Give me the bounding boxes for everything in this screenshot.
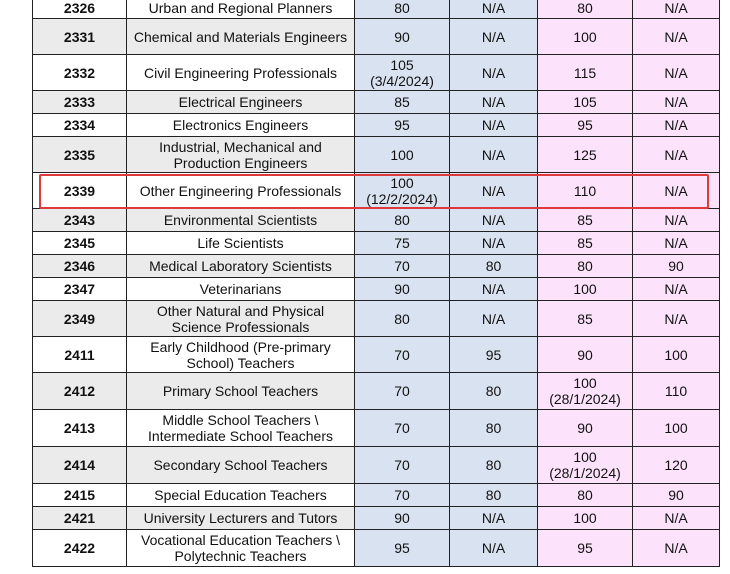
points-col-2-cell: N/A (450, 530, 538, 567)
points-col-3-cell: 100 (28/1/2024) (538, 447, 633, 484)
occupation-name-cell: Early Childhood (Pre-primary School) Teachers (127, 337, 355, 373)
table-row (33, 137, 720, 173)
points-col-2-cell: N/A (450, 507, 538, 530)
code-cell: 2333 (33, 91, 127, 114)
table-row (33, 255, 720, 278)
points-col-3-cell: 95 (538, 114, 633, 137)
table-row (33, 173, 720, 209)
points-col-2-cell: 80 (450, 373, 538, 410)
points-col-2-cell: N/A (450, 301, 538, 337)
points-col-4-cell: N/A (633, 301, 720, 337)
points-col-4-cell: N/A (633, 232, 720, 255)
points-col-2-cell: 80 (450, 447, 538, 484)
points-col-1-cell: 105 (3/4/2024) (355, 55, 450, 91)
code-cell: 2343 (33, 209, 127, 232)
points-col-4-cell: N/A (633, 0, 720, 19)
occupation-name-cell: Secondary School Teachers (127, 447, 355, 484)
points-col-2-cell: N/A (450, 137, 538, 173)
points-col-1-cell: 70 (355, 447, 450, 484)
occupation-name-cell: Primary School Teachers (127, 373, 355, 410)
points-col-4-cell: 100 (633, 337, 720, 373)
points-col-2-cell: N/A (450, 19, 538, 55)
occupation-name-cell: Vocational Education Teachers \ Polytechnic Teachers (127, 530, 355, 567)
table-row (33, 19, 720, 55)
points-col-1-cell: 95 (355, 530, 450, 567)
occupation-name-cell: Medical Laboratory Scientists (127, 255, 355, 278)
points-col-3-cell: 100 (538, 507, 633, 530)
points-col-4-cell: N/A (633, 114, 720, 137)
points-col-3-cell: 100 (538, 278, 633, 301)
points-col-1-cell: 90 (355, 507, 450, 530)
points-col-2-cell: N/A (450, 55, 538, 91)
points-col-2-cell: N/A (450, 209, 538, 232)
points-col-2-cell: N/A (450, 91, 538, 114)
code-cell: 2339 (33, 173, 127, 209)
points-col-2-cell: N/A (450, 0, 538, 19)
code-cell: 2421 (33, 507, 127, 530)
points-col-1-cell: 70 (355, 373, 450, 410)
points-col-4-cell: 100 (633, 410, 720, 447)
occupation-name-cell: Special Education Teachers (127, 484, 355, 507)
code-cell: 2345 (33, 232, 127, 255)
code-cell: 2412 (33, 373, 127, 410)
occupation-name-cell: Middle School Teachers \ Intermediate School Teachers (127, 410, 355, 447)
occupation-name-cell: Civil Engineering Professionals (127, 55, 355, 91)
points-col-4-cell: N/A (633, 507, 720, 530)
points-col-2-cell: 80 (450, 484, 538, 507)
points-col-4-cell: N/A (633, 19, 720, 55)
points-col-3-cell: 90 (538, 410, 633, 447)
occupation-name-cell: Electrical Engineers (127, 91, 355, 114)
table-row (33, 278, 720, 301)
code-cell: 2349 (33, 301, 127, 337)
points-col-4-cell: N/A (633, 278, 720, 301)
points-col-2-cell: N/A (450, 232, 538, 255)
points-col-4-cell: N/A (633, 530, 720, 567)
table-row (33, 55, 720, 91)
table-row (33, 209, 720, 232)
code-cell: 2414 (33, 447, 127, 484)
points-col-2-cell: 95 (450, 337, 538, 373)
points-col-3-cell: 80 (538, 255, 633, 278)
points-col-1-cell: 100 (12/2/2024) (355, 173, 450, 209)
table-body (33, 0, 720, 567)
points-col-1-cell: 90 (355, 19, 450, 55)
points-col-4-cell: 110 (633, 373, 720, 410)
table-row (33, 484, 720, 507)
table-row (33, 0, 720, 19)
points-col-3-cell: 85 (538, 301, 633, 337)
occupation-name-cell: Environmental Scientists (127, 209, 355, 232)
code-cell: 2326 (33, 0, 127, 19)
occupation-name-cell: Other Natural and Physical Science Professionals (127, 301, 355, 337)
occupation-points-table (32, 0, 720, 567)
table-row (33, 530, 720, 567)
points-col-4-cell: N/A (633, 137, 720, 173)
table-row (33, 114, 720, 137)
points-col-2-cell: N/A (450, 114, 538, 137)
points-col-3-cell: 110 (538, 173, 633, 209)
points-col-1-cell: 95 (355, 114, 450, 137)
points-col-1-cell: 80 (355, 209, 450, 232)
points-col-1-cell: 75 (355, 232, 450, 255)
code-cell: 2335 (33, 137, 127, 173)
table-row (33, 301, 720, 337)
code-cell: 2413 (33, 410, 127, 447)
code-cell: 2334 (33, 114, 127, 137)
points-col-4-cell: N/A (633, 173, 720, 209)
points-col-1-cell: 70 (355, 337, 450, 373)
occupation-name-cell: Urban and Regional Planners (127, 0, 355, 19)
points-col-3-cell: 80 (538, 0, 633, 19)
points-col-3-cell: 95 (538, 530, 633, 567)
points-col-1-cell: 100 (355, 137, 450, 173)
points-col-1-cell: 70 (355, 484, 450, 507)
code-cell: 2347 (33, 278, 127, 301)
points-col-3-cell: 100 (538, 19, 633, 55)
occupation-name-cell: Chemical and Materials Engineers (127, 19, 355, 55)
occupation-name-cell: Life Scientists (127, 232, 355, 255)
points-col-1-cell: 90 (355, 278, 450, 301)
occupation-name-cell: University Lecturers and Tutors (127, 507, 355, 530)
points-col-3-cell: 90 (538, 337, 633, 373)
points-col-1-cell: 70 (355, 255, 450, 278)
points-col-2-cell: N/A (450, 278, 538, 301)
table-row (33, 232, 720, 255)
code-cell: 2332 (33, 55, 127, 91)
points-col-4-cell: 90 (633, 255, 720, 278)
points-col-1-cell: 80 (355, 301, 450, 337)
points-col-2-cell: N/A (450, 173, 538, 209)
points-col-3-cell: 125 (538, 137, 633, 173)
points-col-1-cell: 80 (355, 0, 450, 19)
points-col-1-cell: 70 (355, 410, 450, 447)
points-col-3-cell: 85 (538, 209, 633, 232)
code-cell: 2411 (33, 337, 127, 373)
points-col-4-cell: N/A (633, 55, 720, 91)
occupation-name-cell: Veterinarians (127, 278, 355, 301)
occupation-name-cell: Electronics Engineers (127, 114, 355, 137)
table-row (33, 447, 720, 484)
table-row (33, 507, 720, 530)
points-col-2-cell: 80 (450, 410, 538, 447)
table-row (33, 337, 720, 373)
points-col-4-cell: 120 (633, 447, 720, 484)
points-col-1-cell: 85 (355, 91, 450, 114)
points-col-3-cell: 85 (538, 232, 633, 255)
code-cell: 2331 (33, 19, 127, 55)
points-col-3-cell: 105 (538, 91, 633, 114)
points-col-3-cell: 80 (538, 484, 633, 507)
occupation-table-container (32, 0, 720, 567)
table-row (33, 373, 720, 410)
points-col-2-cell: 80 (450, 255, 538, 278)
occupation-name-cell: Industrial, Mechanical and Production Engineers (127, 137, 355, 173)
occupation-name-cell: Other Engineering Professionals (127, 173, 355, 209)
table-row (33, 410, 720, 447)
points-col-3-cell: 115 (538, 55, 633, 91)
points-col-3-cell: 100 (28/1/2024) (538, 373, 633, 410)
code-cell: 2346 (33, 255, 127, 278)
points-col-4-cell: N/A (633, 91, 720, 114)
table-row (33, 91, 720, 114)
code-cell: 2422 (33, 530, 127, 567)
points-col-4-cell: N/A (633, 209, 720, 232)
code-cell: 2415 (33, 484, 127, 507)
points-col-4-cell: 90 (633, 484, 720, 507)
